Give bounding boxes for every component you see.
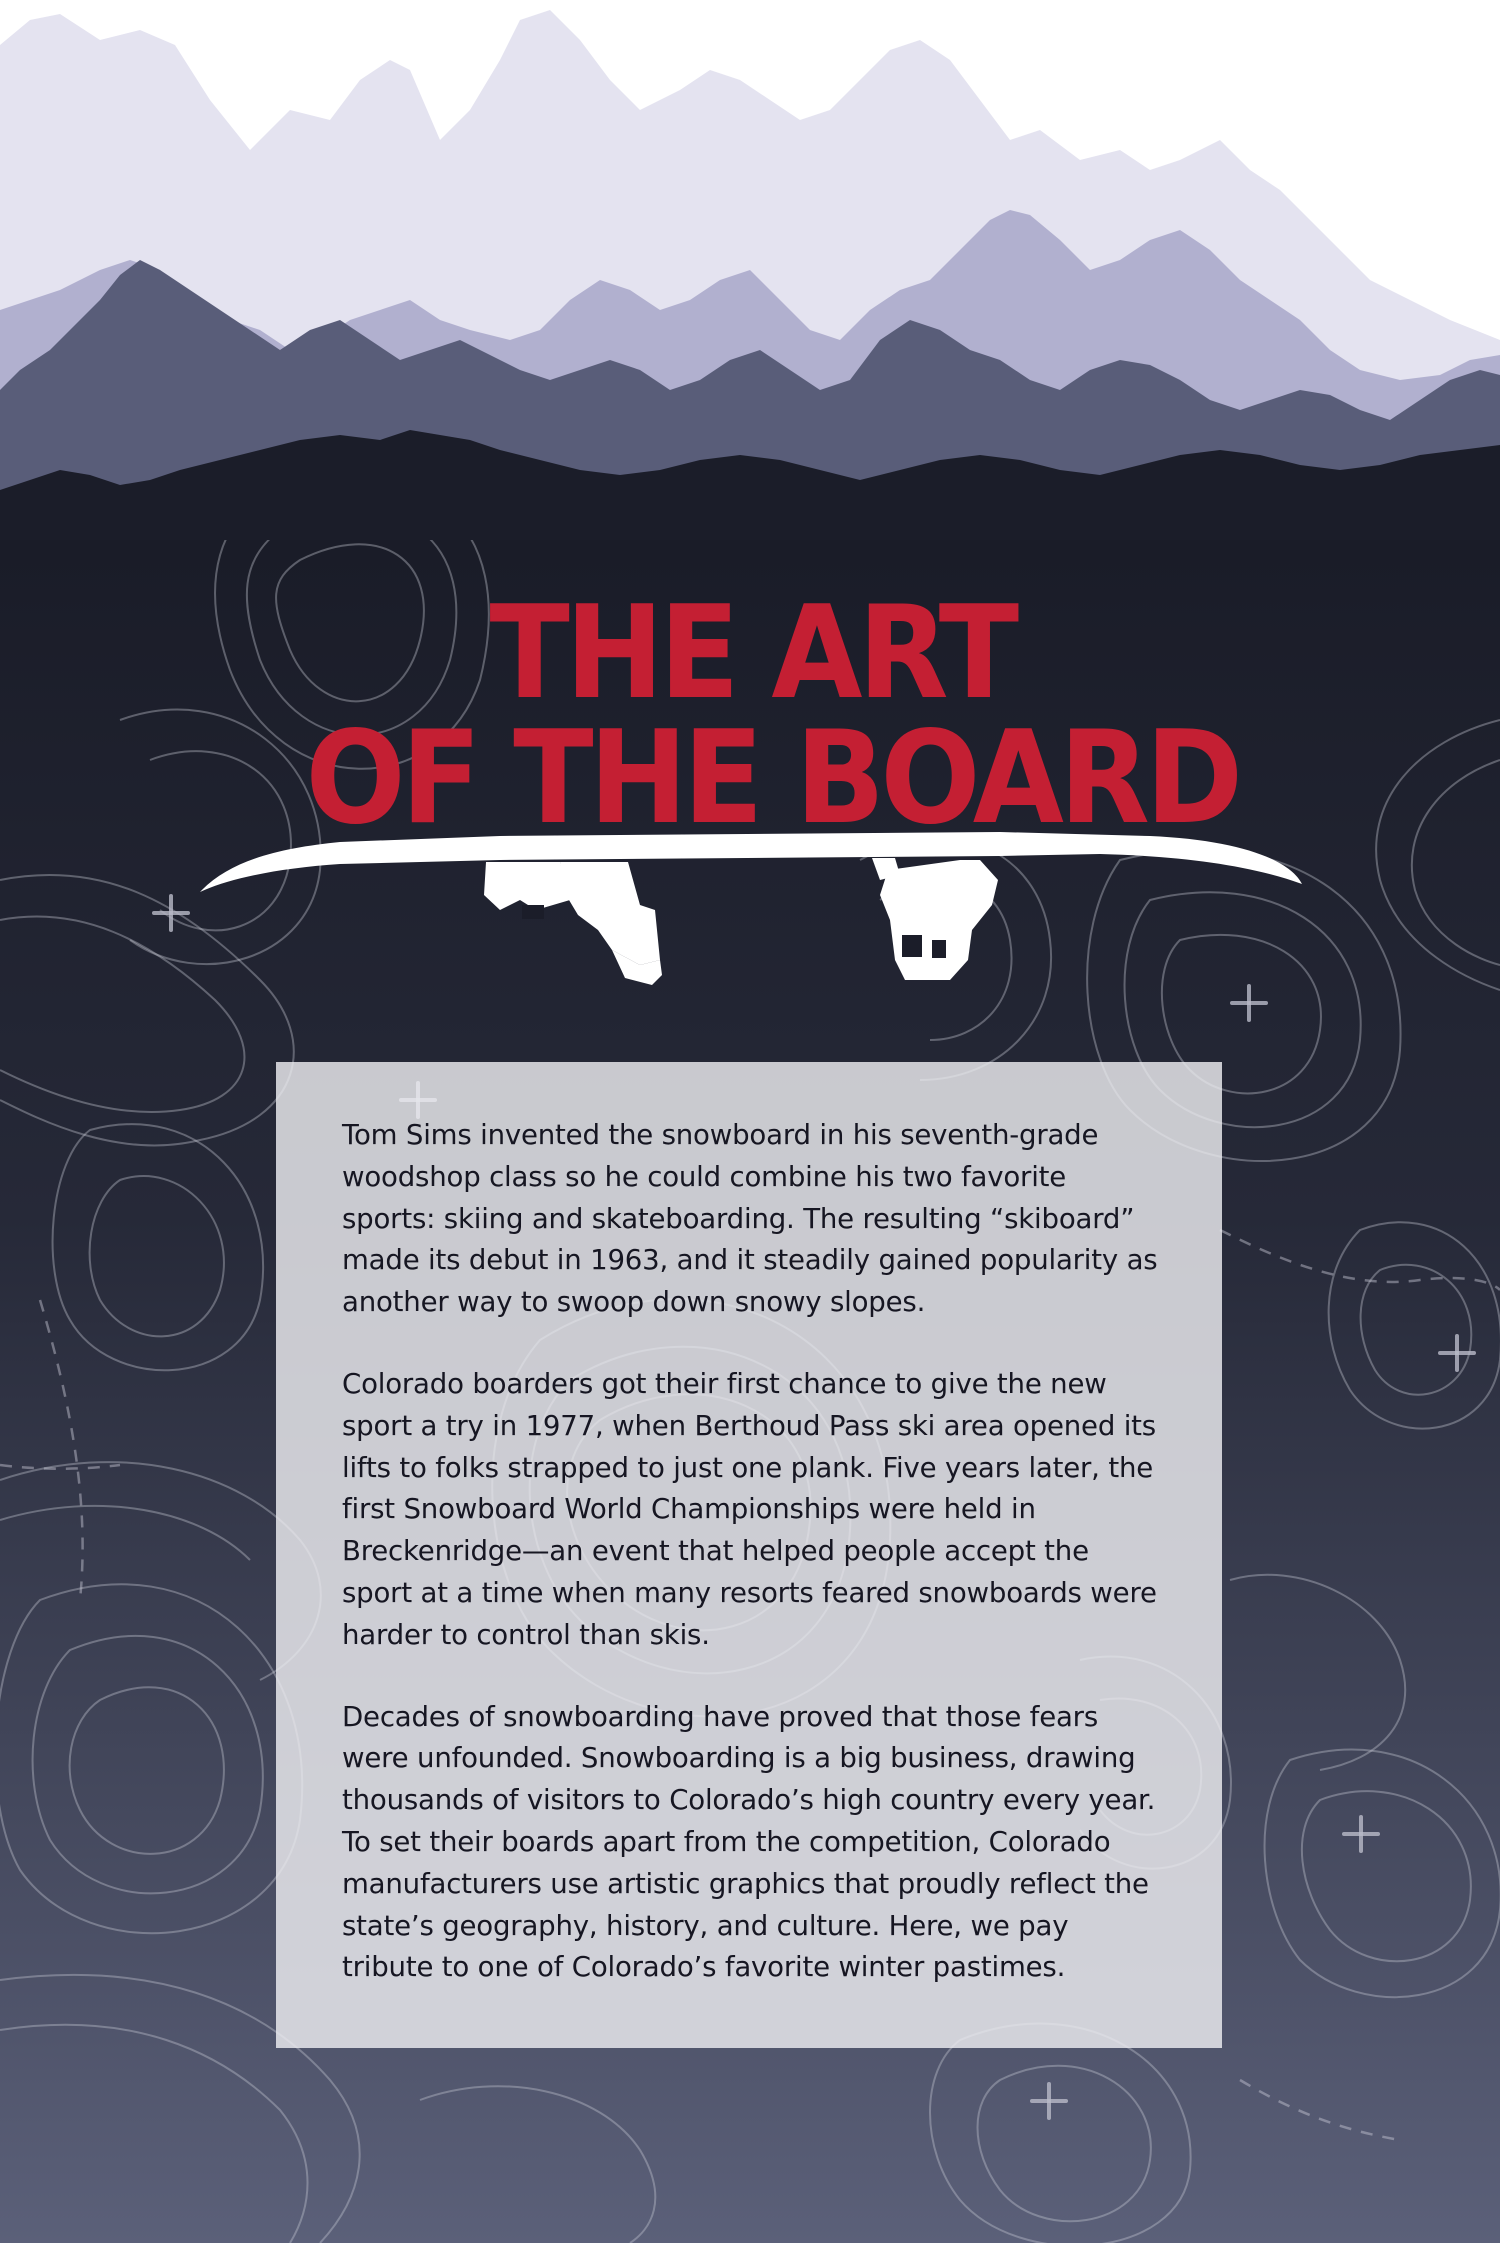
paragraph-3: Decades of snowboarding have proved that those fears were unfounded. Snowboarding is a big business, drawing thousands of visitors to Colorado’s high country every year. To set their boards apart from the competition, Colorado manufacturers use artistic graphics that proudly reflect the state’s geography, history, and culture. Here, we pay tribute to one of Colorado’s favorite winter pastimes.: [342, 1699, 1156, 1984]
paragraph-2: Colorado boarders got their first chance to give the new sport a try in 1977, when Berthoud Pass ski area opened its lifts to folks strapped to just one plank. Five years later, the first Snowboard World Championships were held in Breckenridge—an event that helped people accept the sport at a time when many resorts feared snowboards were harder to control than skis.: [342, 1366, 1157, 1651]
title-line-2: OF THE BOARD: [305, 704, 1239, 853]
paragraph-1: Tom Sims invented the snowboard in his seventh-grade woodshop class so he could combine his two favorite sports: skiing and skateboarding. The resulting “skiboard” made its debut in 1963, and it steadily gained popularity as another way to swoop down snowy slopes.: [342, 1118, 1158, 1319]
text-panel: [276, 1062, 1222, 2048]
title-line-1: THE ART: [489, 579, 1015, 728]
